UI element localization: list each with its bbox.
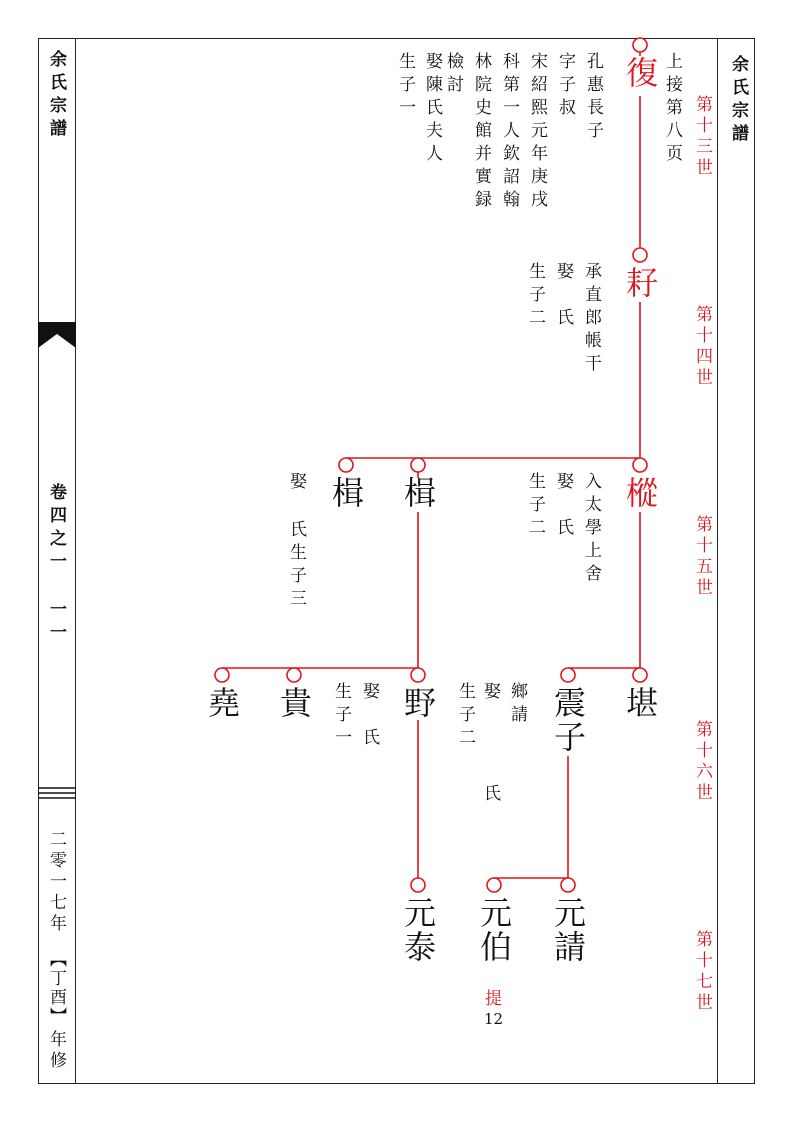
node-yuantai <box>411 878 425 892</box>
person-fu-bio-line: 林院史館并實録 <box>471 52 491 213</box>
node-yao <box>215 668 229 682</box>
person-fu-bio-line: 宋紹熙元年庚戌 <box>527 52 547 213</box>
person-zhenzi-bio-line: 娶 <box>480 682 500 705</box>
volume-label: 卷四之一 <box>46 483 66 575</box>
person-ji-bio-line: 氏生子三 <box>286 520 306 612</box>
node-ji1 <box>339 458 353 472</box>
node-yuanbo <box>487 878 501 892</box>
person-ye-name: 野 <box>399 686 437 720</box>
generation-17-label: 第十七世 <box>692 930 712 1014</box>
person-fu-bio-line: 檢討 <box>443 52 463 98</box>
node-yuanqing <box>561 878 575 892</box>
year-prefix: 二零一七年 <box>46 830 66 935</box>
person-yuanbo-tag: 提 <box>485 989 502 1009</box>
generation-15-label: 第十五世 <box>692 515 712 599</box>
year-suffix: 年修 <box>46 1030 66 1072</box>
person-zong-name: 樅 <box>621 476 659 510</box>
node-fu <box>633 38 647 52</box>
person-fu-bio-line: 生子一 <box>395 52 415 121</box>
node-zhenzi <box>561 668 575 682</box>
person-zong-bio-line: 生子二 <box>525 472 545 541</box>
person-zong-bio-line: 娶 氏 <box>553 472 573 541</box>
person-fu-bio-line: 字子叔 <box>555 52 575 121</box>
person-kan-name: 堪 <box>621 686 659 720</box>
page-number-label: 一一 <box>46 600 66 646</box>
node-ye <box>411 668 425 682</box>
person-yuantai-name: 元泰 <box>399 896 437 964</box>
person-zhenzi-bio-line: 生子二 <box>455 682 475 751</box>
person-zi-bio-line: 承直郎帳干 <box>581 262 601 377</box>
right-title: 余氏宗譜 <box>728 55 748 147</box>
person-fu-bio-line: 科第一人欽詔翰 <box>499 52 519 213</box>
person-yuanbo-name: 元伯 <box>475 896 513 964</box>
person-fu-bio-line: 娶陳氏夫人 <box>422 52 442 167</box>
person-zhenzi-bio-line: 氏 <box>480 784 500 807</box>
person-ji1-name: 楫 <box>327 476 365 510</box>
person-ye-bio-line: 生子一 <box>331 682 351 751</box>
person-ji-bio-line: 娶 <box>286 472 306 495</box>
node-zong <box>633 458 647 472</box>
person-ji2-name: 楫 <box>399 476 437 510</box>
generation-14-label: 第十四世 <box>692 305 712 389</box>
node-kan <box>633 668 647 682</box>
generation-16-label: 第十六世 <box>692 720 712 804</box>
person-zhenzi-name: 震子 <box>549 686 587 754</box>
node-gui <box>287 668 301 682</box>
person-zi-name: 耔 <box>621 266 659 300</box>
person-yuanqing-name: 元請 <box>549 896 587 964</box>
person-ye-bio-line: 娶 氏 <box>359 682 379 751</box>
person-fu-bio-line: 孔惠長子 <box>583 52 603 144</box>
node-zi <box>633 248 647 262</box>
year-ganzhi: 【丁酉】 <box>46 950 66 1026</box>
person-zi-bio-line: 娶 氏 <box>553 262 573 331</box>
person-gui-name: 貴 <box>275 686 313 720</box>
person-yao-name: 堯 <box>203 686 241 720</box>
left-title: 余氏宗譜 <box>46 50 66 142</box>
person-zi-bio-line: 生子二 <box>525 262 545 331</box>
person-yuanbo-number: 12 <box>484 1010 504 1028</box>
person-fu-name: 復 <box>621 56 659 90</box>
node-ji2 <box>411 458 425 472</box>
person-zhenzi-bio-line: 鄉請 <box>507 682 527 728</box>
person-fu-link-note: 上接第八页 <box>662 52 682 167</box>
generation-13-label: 第十三世 <box>692 95 712 179</box>
person-zong-bio-line: 入太學上舍 <box>581 472 601 587</box>
